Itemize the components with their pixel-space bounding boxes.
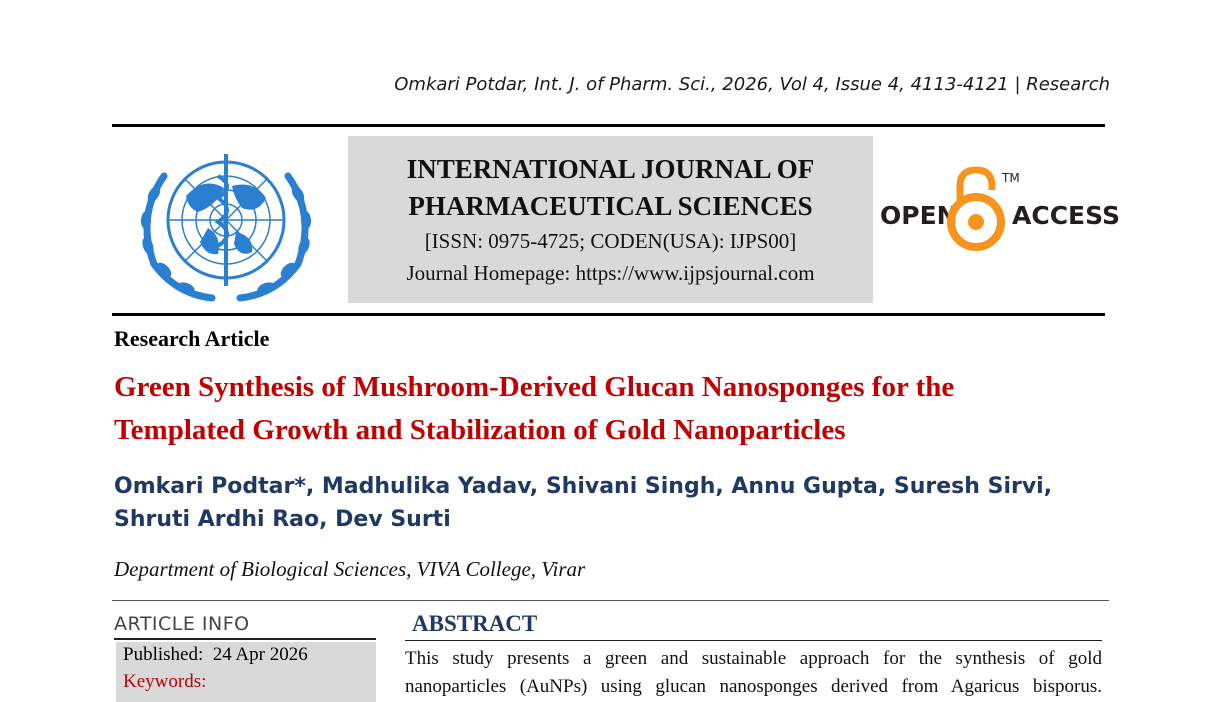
abstract-line2: nanoparticles (AuNPs) using glucan nanosponges derived from Agaricus bisporus. [405, 676, 1102, 697]
header-rule-bottom [112, 313, 1105, 316]
author-list-line2: Shruti Ardhi Rao, Dev Surti [114, 507, 451, 532]
journal-name-line2: PHARMACEUTICAL SCIENCES [408, 191, 813, 221]
journal-masthead [348, 136, 873, 303]
published-date: 24 Apr 2026 [212, 644, 308, 665]
abstract-rule [405, 640, 1102, 641]
trademark-text: TM [1002, 171, 1020, 185]
journal-homepage[interactable]: Journal Homepage: https://www.ijpsjournal.com [406, 261, 815, 285]
article-info-box [116, 642, 376, 702]
abstract-text [405, 645, 1102, 701]
published-label: Published: [123, 644, 204, 665]
journal-emblem-logo [124, 136, 329, 308]
article-title [114, 366, 1114, 452]
published-row [123, 644, 308, 666]
open-access-logo [876, 164, 1121, 256]
article-info-heading: ARTICLE INFO [114, 613, 250, 635]
open-access-left-text: OPEN [880, 201, 958, 230]
abstract-line1: This study presents a green and sustainable approach for the synthesis of gold [405, 648, 1102, 669]
journal-name [348, 151, 873, 225]
author-list [114, 470, 1104, 536]
article-info-rule [114, 638, 376, 640]
article-title-line1: Green Synthesis of Mushroom-Derived Glucan Nanosponges for the [114, 371, 955, 403]
author-list-line1: Omkari Podtar*, Madhulika Yadav, Shivani Singh, Annu Gupta, Suresh Sirvi, [114, 474, 1053, 499]
keywords-label: Keywords: [123, 671, 207, 692]
header-rule-top [112, 124, 1105, 127]
open-access-right-text: ACCESS [1012, 201, 1121, 230]
section-divider [112, 600, 1109, 601]
journal-name-line1: INTERNATIONAL JOURNAL OF [406, 154, 815, 184]
journal-issn: [ISSN: 0975-4725; CODEN(USA): IJPS00] [424, 229, 797, 253]
article-type: Research Article [114, 326, 270, 351]
abstract-heading: ABSTRACT [412, 611, 538, 636]
article-title-line2: Templated Growth and Stabilization of Gold Nanoparticles [114, 414, 846, 446]
author-affiliation: Department of Biological Sciences, VIVA College, Virar [114, 557, 586, 581]
open-padlock-icon [951, 170, 1001, 247]
running-header: Omkari Potdar, Int. J. of Pharm. Sci., 2026, Vol 4, Issue 4, 4113-4121 | Research [394, 74, 1110, 95]
